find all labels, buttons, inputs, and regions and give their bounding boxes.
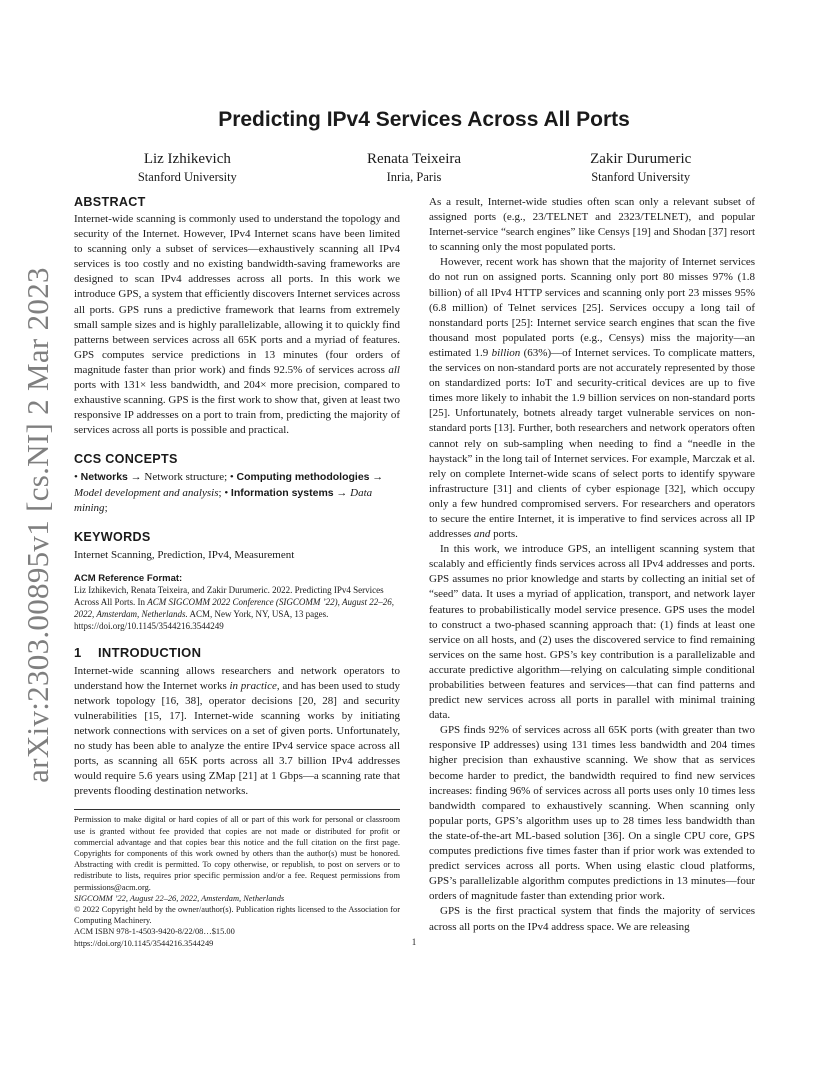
author-name: Liz Izhikevich — [143, 151, 231, 167]
author — [74, 150, 301, 185]
arxiv-id[interactable]: arXiv:2303.00895v1 [cs.NI] 2 Mar 2023 — [20, 267, 55, 783]
arxiv-sidebar — [18, 267, 58, 783]
left-column — [74, 195, 400, 949]
copyright-line: © 2022 Copyright held by the owner/author(s). Publication rights licensed to the Association for Computing Machinery. — [74, 905, 400, 926]
abstract-text: Internet-wide scanning is commonly used to understand the topology and security of the Internet. However, IPv4 Internet scans have been limited to scanning only a subset of services—exhaustively scanning all IPv4 services is too costly and no existing bandwidth-saving frameworks are designed to scan IPv4 addresses across all ports. In this work we introduce GPS, a system that efficiently discovers Internet services across all ports. GPS runs a predictive framework that learns from extremely small sample sizes and is highly parallelizable, allowing it to quickly find patterns between services across all 65K ports and a myriad of features. GPS computes service predictions in 13 minutes (four orders of magnitude faster than prior work) and finds 92.5% of services across all ports with 131× less bandwidth, and 204× more precision, compared to exhaustive scanning. GPS is the first work to show that, given at least two responsive IP addresses on a port to train from, predicting the majority of services across all ports is possible and practical. — [74, 213, 400, 437]
abstract-heading: ABSTRACT — [74, 195, 146, 209]
paragraph: As a result, Internet-wide studies often scan only a relevant subset of assigned ports (e.g., 23/TELNET and 2323/TELNET), and popular Internet-service “search engines” like Censys [19] and Shodan [37] resort to scanning only the most populated ports. — [429, 196, 755, 254]
paragraph: However, recent work has shown that the majority of Internet services do not run on assigned ports. Scanning only port 80 misses 97% (1.8 billion) of all IPv4 HTTP services and scanning only port 23 misses 95% (6.8 million) of Telnet services [25]. Services occupy a long tail of nonstandard ports [25]: Internet service search engines that scan the five thousand most populated ports (e.g., Censys) miss the majority—an estimated 1.9 billion (63%)—of Internet services. To complicate matters, the services on non-standard ports are not accurately represented by those on standardized ports: IoT and security-critical devices are up to five times more likely to inhabit the 1.9 billion services on non-standard ports [25]. Unfortunately, botnets already target vulnerable services on non-standard ports [13]. Further, both researchers and network operators often cannot rely on sub-sampling when needing to find a “needle in the haystack” in the long tail of Internet services. For example, Marczak et al. rely on complete Internet-wide scans of select ports to identify spyware infrastructure [31] and clients of cyber espionage [32], which occupy only a few hundred compromised servers. For researchers and operators to secure the entire Internet, it is imperative to find services across all IP addresses and ports. — [429, 256, 755, 541]
paragraph: In this work, we introduce GPS, an intelligent scanning system that scalably and efficiently finds services across all IPv4 addresses and ports. GPS assumes no prior knowledge and starts by collecting an initial set of “seed” data. It uses a myriad of application, transport, and network layer features to probabilistically model service presence. GPS uses the model to construct a two-phased scanning approach that: (1) finds at least one service on all hosts, and (2) uses the discovered service to find remaining services on the same host. GPS’s key contribution is a parallelizable and accurate predictive algorithm—relying on calculating simple conditional probabilities between features and services—that can find patterns and predict new services across all ports in parallel with minimal training data. — [429, 543, 755, 722]
doi-link[interactable]: https://doi.org/10.1145/3544216.3544249 — [74, 938, 214, 948]
footnote-divider — [74, 809, 400, 810]
ccs-heading: CCS CONCEPTS — [74, 452, 178, 467]
author — [527, 150, 754, 185]
acm-ref: Liz Izhikevich, Renata Teixeira, and Zakir Durumeric. 2022. Predicting IPv4 Services Across All Ports. In ACM SIGCOMM 2022 Conference (SIGCOMM ’22), August 22–26, 2022, Amsterdam, Netherlands. ACM, New York, NY, USA, 13 pages. https://doi.org/10.1145/3544216.3544249 — [74, 584, 394, 632]
intro-paragraph: Internet-wide scanning allows researchers and network operators to understand how the Internet works in practice, and has been used to study network topology [16, 38], operator decisions [20, 28] and security vulnerabilities [15, 17]. Internet-wide scanning works by initiating network connections with services on a set of given ports. Unfortunately, no study has been able to analyze the entire IPv4 service space across all ports, as scanning all 65K ports across all 3.7 billion IPv4 addresses would require 5.6 years using ZMap [21] at 1 Gbps—a scanning rate that prevents flooding destination networks. — [74, 664, 400, 798]
author-affiliation: Inria, Paris — [386, 170, 442, 184]
copyright-footnote — [74, 814, 400, 948]
author-affiliation: Stanford University — [591, 170, 691, 184]
author-block — [74, 150, 754, 185]
author-affiliation: Stanford University — [137, 170, 237, 184]
acm-ref-heading: ACM Reference Format: — [74, 572, 183, 584]
permission-text: Permission to make digital or hard copies of all or part of this work for personal or classroom use is granted without fee provided that copies are not made or distributed for profit or commercial advantage and that copies bear this notice and the full citation on the first page. Copyrights for components of this work owned by others than the author(s) must be honored. Abstracting with credit is permitted. To copy otherwise, or republish, to post on servers or to redistribute to lists, requires prior specific permission and/or a fee. Request permissions from permissions@acm.org. — [74, 815, 400, 892]
keywords-text: Internet Scanning, Prediction, IPv4, Measurement — [74, 548, 295, 561]
paragraph: GPS finds 92% of services across all 65K ports (with greater than two responsive IP addresses) using 131 times less bandwidth and 204 times higher precision than exhaustive scanning. We show that as services become harder to predict, the bandwidth required to find new services increases: finding 96% of services across all ports uses only 10 times less bandwidth compared to exhaustively scanning. When scanning only popular ports, GPS’s algorithm uses up to 28 times less bandwidth than the state-of-the-art ML-based solution [36]. On a single CPU core, GPS computes predictions five times faster than if prior work was extended to predict services across all ports. When using elastic cloud platforms, GPS’s parallelizable algorithm computes predictions in 13 minutes—four orders of magnitude faster than extending prior work. — [429, 724, 755, 903]
keywords-heading: KEYWORDS — [74, 529, 151, 544]
author — [301, 150, 528, 185]
paragraph: GPS is the first practical system that finds the majority of services across all ports on the IPv4 address space. We are releasing — [429, 905, 755, 933]
paper-title: Predicting IPv4 Services Across All Ports — [218, 108, 630, 131]
isbn-line: ACM ISBN 978-1-4503-9420-8/22/08…$15.00 — [74, 927, 235, 937]
page-number: 1 — [411, 937, 417, 947]
author-name: Zakir Durumeric — [590, 151, 692, 167]
intro-heading: 1 INTRODUCTION — [74, 644, 202, 660]
conference-line: SIGCOMM ’22, August 22–26, 2022, Amsterdam, Netherlands — [74, 893, 285, 903]
right-column — [429, 195, 755, 935]
ccs-text: • Networks → Network structure; • Computing methodologies → Model development and analysis; • Information systems → Data mining; — [74, 471, 384, 514]
author-name: Renata Teixeira — [366, 151, 462, 167]
